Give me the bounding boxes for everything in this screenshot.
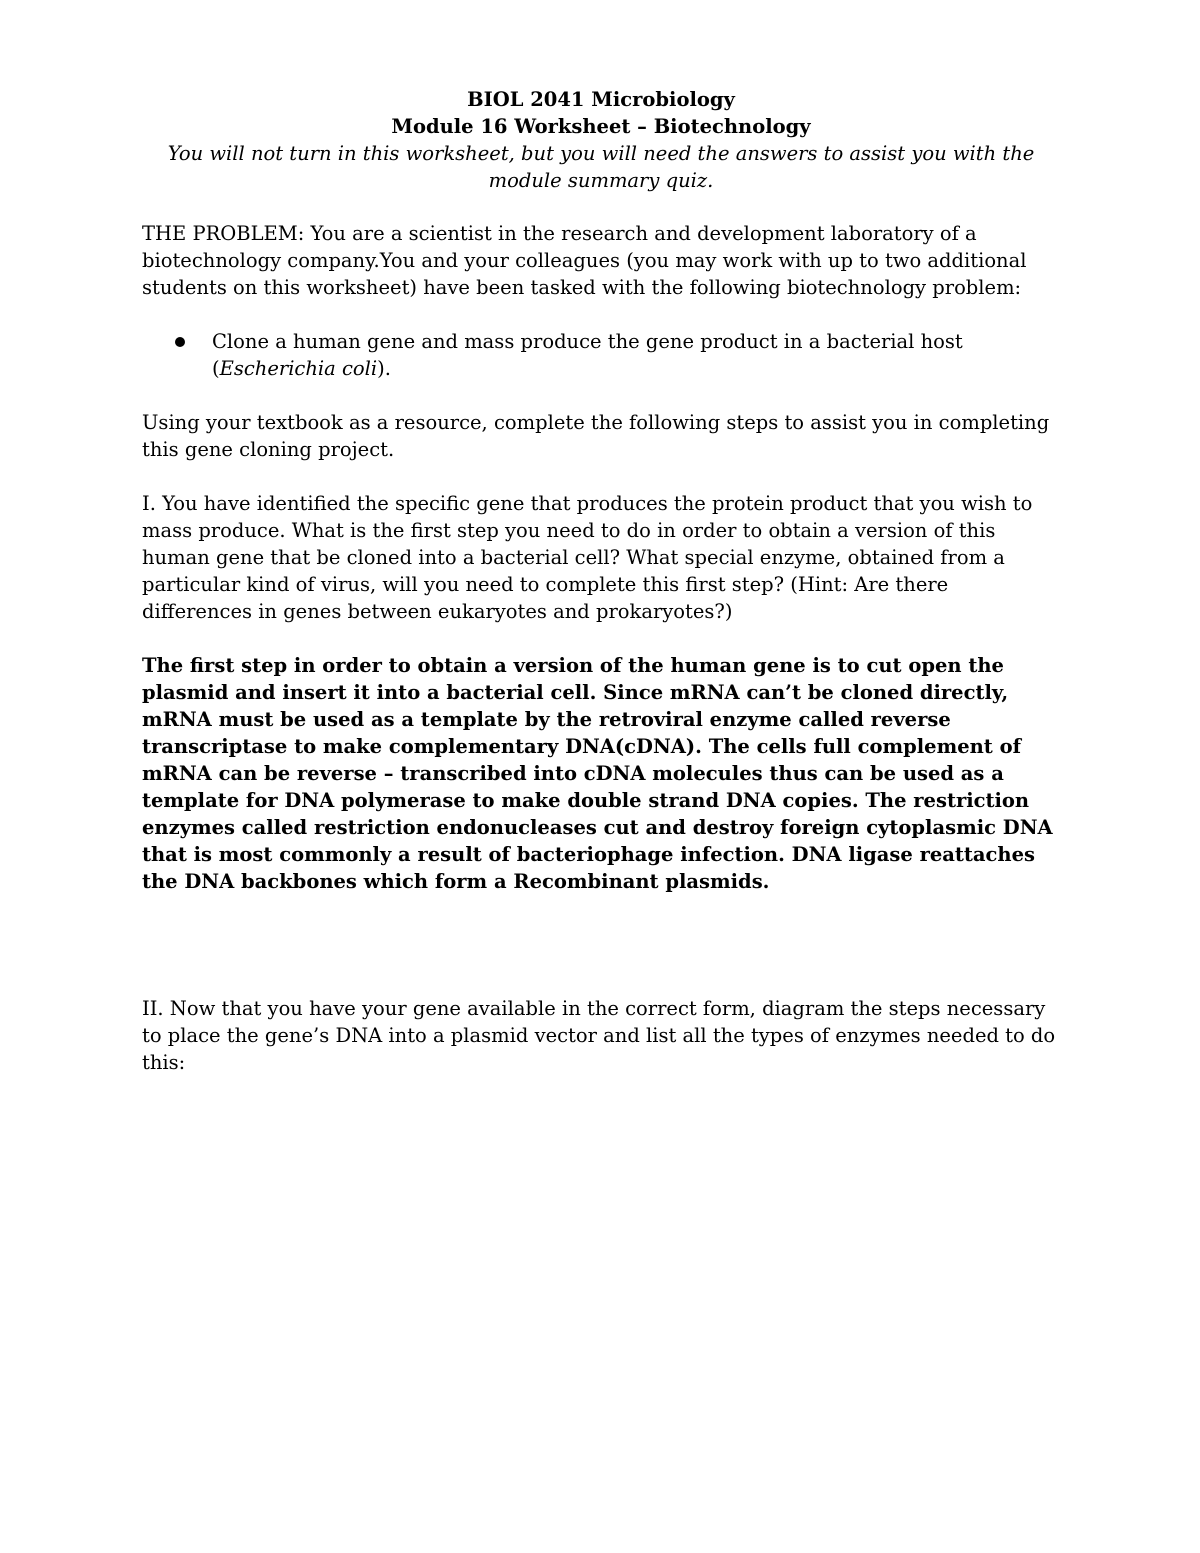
task-text-end: ). (377, 357, 391, 380)
worksheet-instructions: You will not turn in this worksheet, but you will need the answers to assist you with the module summary quiz. (167, 142, 1035, 192)
module-title: Module 16 Worksheet – Biotechnology (391, 115, 811, 138)
question-two: II. Now that you have your gene available in the correct form, diagram the steps necessary to place the gene’s DNA into a plasmid vector and list all the types of enzymes needed to do this: (142, 997, 1056, 1074)
course-title: BIOL 2041 Microbiology (467, 88, 735, 111)
task-item (142, 328, 1060, 382)
task-list (142, 328, 1060, 382)
question-one: I. You have identified the specific gene that produces the protein product that you wish to mass produce. What is the first step you need to do in order to obtain a version of this human gene that be cloned into a bacterial cell? What special enzyme, obtained from a particular kind of virus, will you need to complete this first step? (Hint: Are there differences in genes between eukaryotes and prokaryotes?) (142, 492, 1033, 623)
organism-name: Escherichia coli (219, 357, 378, 380)
blank-space (142, 895, 1060, 995)
problem-intro: THE PROBLEM: You are a scientist in the research and development laboratory of a biotechnology company.You and your colleagues (you may work with up to two additional students on this worksheet) have been tasked with the following biotechnology problem: (142, 222, 1027, 299)
bullet-dot-icon (175, 337, 185, 347)
document-body (142, 86, 1060, 1103)
task-text: Clone a human gene and mass produce the gene product in a bacterial host ( (212, 330, 963, 380)
answer-one: The first step in order to obtain a version of the human gene is to cut open the plasmid and insert it into a bacterial cell. Since mRNA can’t be cloned directly, mRNA must be used as a template by the retroviral enzyme called reverse transcriptase to make complementary DNA(cDNA). The cells full complement of mRNA can be reverse – transcribed into cDNA molecules thus can be used as a template for DNA polymerase to make double strand DNA copies. The restriction enzymes called restriction endonucleases cut and destroy foreign cytoplasmic DNA that is most commonly a result of bacteriophage infection. DNA ligase reattaches the DNA backbones which form a Recombinant plasmids. (142, 654, 1053, 893)
general-instructions: Using your textbook as a resource, complete the following steps to assist you in completing this gene cloning project. (142, 411, 1050, 461)
